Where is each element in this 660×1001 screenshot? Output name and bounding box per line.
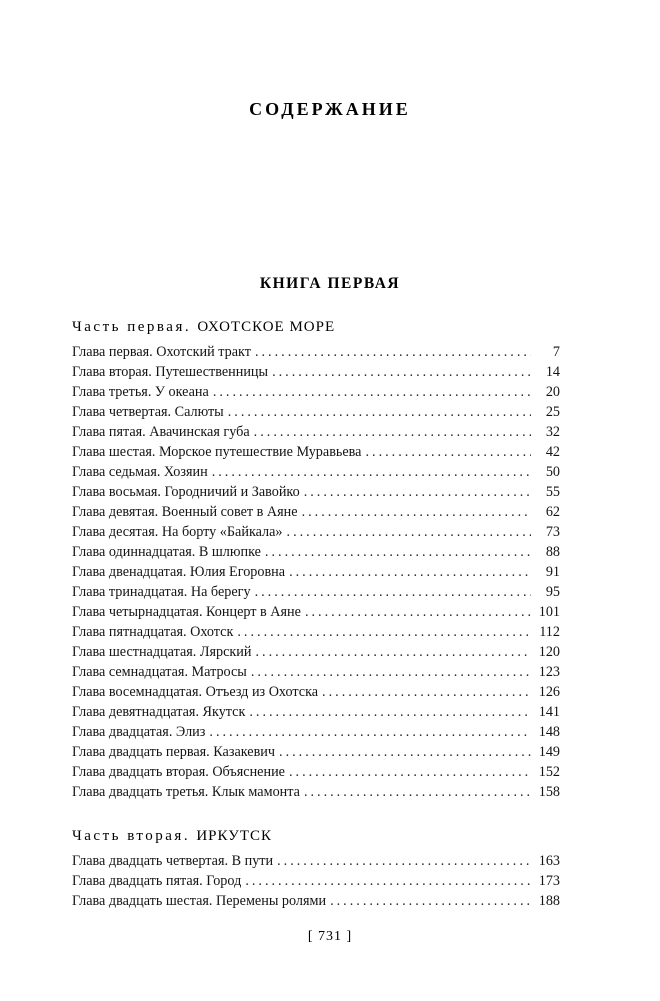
page-number: 73: [545, 524, 560, 540]
page-number: 32: [545, 424, 560, 440]
chapter-label: Глава пятнадцатая. Охотск: [72, 624, 234, 640]
dot-leader: [213, 382, 531, 402]
dot-leader: [305, 602, 531, 622]
dot-leader: [287, 522, 531, 542]
dot-leader: [255, 342, 531, 362]
toc-entry: [72, 891, 588, 911]
page-number: 62: [545, 504, 560, 520]
page-number: 123: [538, 664, 560, 680]
chapter-label: Глава десятая. На борту «Байкала»: [72, 524, 283, 540]
toc-entry: [72, 422, 588, 442]
chapter-label: Глава восьмая. Городничий и Завойко: [72, 484, 300, 500]
dot-leader: [277, 851, 531, 871]
chapter-label: Глава четырнадцатая. Концерт в Аяне: [72, 604, 301, 620]
dot-leader: [330, 891, 531, 911]
dot-leader: [289, 562, 531, 582]
dot-leader: [255, 642, 531, 662]
page-number: 149: [538, 744, 560, 760]
page-number: 163: [538, 853, 560, 869]
chapter-label: Глава двадцать шестая. Перемены ролями: [72, 893, 327, 909]
dot-leader: [302, 502, 531, 522]
toc-entry: [72, 602, 588, 622]
chapter-label: Глава двадцать первая. Казакевич: [72, 744, 276, 760]
part-heading-prefix: Часть вторая.: [72, 828, 197, 844]
toc-entry: [72, 542, 588, 562]
dot-leader: [255, 582, 531, 602]
page-number: 126: [538, 684, 560, 700]
toc-entry: [72, 562, 588, 582]
chapter-label: Глава тринадцатая. На берегу: [72, 584, 251, 600]
chapter-label: Глава пятая. Авачинская губа: [72, 424, 250, 440]
page-number: 148: [538, 724, 560, 740]
page-number: 141: [538, 704, 560, 720]
toc-entry: [72, 482, 588, 502]
dot-leader: [322, 682, 531, 702]
chapter-label: Глава вторая. Путешественницы: [72, 364, 269, 380]
chapter-label: Глава двадцать четвертая. В пути: [72, 853, 274, 869]
toc-entry: [72, 402, 588, 422]
contents-title: СОДЕРЖАНИЕ: [249, 99, 411, 119]
dot-leader: [272, 362, 531, 382]
toc-entry: [72, 851, 588, 871]
chapter-label: Глава семнадцатая. Матросы: [72, 664, 247, 680]
dot-leader: [228, 402, 531, 422]
toc-entry: [72, 442, 588, 462]
dot-leader: [249, 702, 531, 722]
toc-entry: [72, 462, 588, 482]
toc-entry-list: [72, 851, 588, 911]
page-number: 25: [545, 404, 560, 420]
dot-leader: [365, 442, 531, 462]
page-number: 14: [545, 364, 560, 380]
chapter-label: Глава двенадцатая. Юлия Егоровна: [72, 564, 286, 580]
chapter-label: Глава четвертая. Салюты: [72, 404, 224, 420]
toc-entry: [72, 582, 588, 602]
dot-leader: [209, 722, 531, 742]
chapter-label: Глава двадцать пятая. Город: [72, 873, 242, 889]
toc-entry: [72, 362, 588, 382]
toc-entry: [72, 702, 588, 722]
page-number: 55: [545, 484, 560, 500]
chapter-label: Глава девятая. Военный совет в Аяне: [72, 504, 298, 520]
part-heading-caps: ИРКУТСК: [196, 828, 273, 844]
part-heading-prefix: Часть первая.: [72, 319, 198, 335]
chapter-label: Глава девятнадцатая. Якутск: [72, 704, 246, 720]
toc-entry: [72, 762, 588, 782]
page-number: 152: [538, 764, 560, 780]
page-number: 50: [545, 464, 560, 480]
page-number: 91: [545, 564, 560, 580]
dot-leader: [237, 622, 531, 642]
toc-entry: [72, 782, 588, 802]
toc-entry-list: [72, 342, 588, 802]
toc-entry: [72, 662, 588, 682]
page-number: 20: [545, 384, 560, 400]
toc-entry: [72, 622, 588, 642]
page-number: 7: [552, 344, 560, 360]
page-number: 95: [545, 584, 560, 600]
dot-leader: [304, 782, 531, 802]
dot-leader: [254, 422, 531, 442]
toc-entry: [72, 502, 588, 522]
toc-entry: [72, 871, 588, 891]
chapter-label: Глава шестая. Морское путешествие Муравьева: [72, 444, 362, 460]
page-number: 188: [538, 893, 560, 909]
toc-entry: [72, 342, 588, 362]
page-number-footer: [ 731 ]: [307, 929, 353, 944]
chapter-label: Глава седьмая. Хозяин: [72, 464, 208, 480]
page-number: 101: [538, 604, 560, 620]
part-heading-caps: ОХОТСКОЕ МОРЕ: [197, 319, 336, 335]
dot-leader: [279, 742, 531, 762]
toc-entry: [72, 682, 588, 702]
chapter-label: Глава двадцатая. Элиз: [72, 724, 206, 740]
toc-entry: [72, 642, 588, 662]
page-number: 88: [545, 544, 560, 560]
dot-leader: [251, 662, 531, 682]
chapter-label: Глава шестнадцатая. Лярский: [72, 644, 252, 660]
chapter-label: Глава двадцать вторая. Объяснение: [72, 764, 285, 780]
toc-entry: [72, 722, 588, 742]
toc-entry: [72, 522, 588, 542]
part-heading: [72, 828, 588, 845]
dot-leader: [265, 542, 531, 562]
dot-leader: [289, 762, 531, 782]
page-number: 173: [538, 873, 560, 889]
chapter-label: Глава третья. У океана: [72, 384, 209, 400]
page-number: 42: [545, 444, 560, 460]
page-number: 120: [538, 644, 560, 660]
page-number: 158: [538, 784, 560, 800]
chapter-label: Глава двадцать третья. Клык мамонта: [72, 784, 300, 800]
dot-leader: [304, 482, 531, 502]
part-heading: [72, 319, 588, 336]
dot-leader: [212, 462, 531, 482]
book-title: КНИГА ПЕРВАЯ: [259, 275, 401, 292]
chapter-label: Глава одиннадцатая. В шлюпке: [72, 544, 261, 560]
toc-entry: [72, 742, 588, 762]
page-number: 112: [539, 624, 560, 640]
toc-entry: [72, 382, 588, 402]
dot-leader: [245, 871, 531, 891]
toc-sections: [72, 319, 588, 911]
chapter-label: Глава первая. Охотский тракт: [72, 344, 251, 360]
chapter-label: Глава восемнадцатая. Отъезд из Охотска: [72, 684, 319, 700]
